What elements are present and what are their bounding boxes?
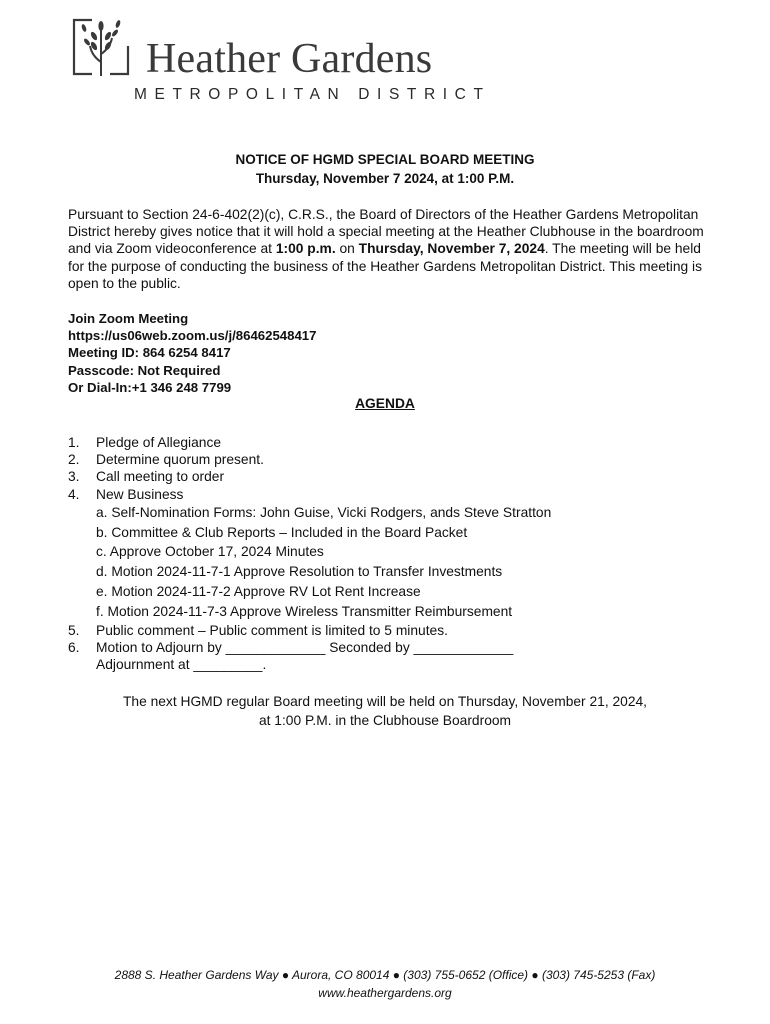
zoom-meeting-id: Meeting ID: 864 6254 8417	[68, 345, 231, 361]
intro-text-2: on	[335, 241, 359, 257]
notice-date: Thursday, November 7 2024, at 1:00 P.M.	[255, 171, 515, 186]
next-meeting-line-2: at 1:00 P.M. in the Clubhouse Boardroom	[258, 713, 512, 728]
logo-name: Heather Gardens	[146, 36, 433, 82]
agenda-item-text: Public comment – Public comment is limited to 5 minutes.	[96, 622, 448, 638]
agenda-item-number: 3.	[68, 469, 80, 485]
zoom-link[interactable]: https://us06web.zoom.us/j/86462548417	[68, 328, 317, 344]
intro-text-3: . The meeting will be held for the purpose of conducting the business of the Heather Gardens Metropolitan District. This meeting is open to the public.	[68, 241, 702, 291]
agenda-list	[68, 434, 551, 673]
wheat-sprig-icon	[70, 16, 132, 80]
agenda-item-number: 6.	[68, 639, 80, 655]
agenda-item-text: New Business	[96, 486, 184, 502]
agenda-item	[68, 486, 551, 503]
new-business-item: a. Self-Nomination Forms: John Guise, Vicki Rodgers, ands Steve Stratton	[96, 504, 552, 520]
new-business-item: e. Motion 2024-11-7-2 Approve RV Lot Rent Increase	[96, 583, 421, 599]
agenda-item-number: 2.	[68, 452, 80, 468]
agenda-item-text: Determine quorum present.	[96, 452, 264, 468]
agenda-item	[68, 639, 551, 656]
zoom-heading: Join Zoom Meeting	[68, 311, 189, 326]
footer-website[interactable]: www.heathergardens.org	[318, 986, 452, 1000]
new-business-item: b. Committee & Club Reports – Included in the Board Packet	[96, 524, 468, 540]
adjournment-line: Adjournment at _________.	[96, 656, 267, 672]
logo	[70, 16, 510, 106]
zoom-dial-in: Or Dial-In:+1 346 248 7799	[68, 379, 232, 395]
intro-text-1: Pursuant to Section 24-6-402(2)(c), C.R.S., the Board of Directors of the Heather Gardens Metropolitan District hereby gives notice that it will hold a special meeting at the Heather Clubhouse in the boardroom and via Zoom videoconference at	[68, 207, 704, 257]
agenda-item	[68, 468, 551, 485]
zoom-info	[68, 310, 316, 396]
logo-subtitle: METROPOLITAN DISTRICT	[134, 86, 491, 103]
next-meeting-notice	[0, 692, 770, 730]
new-business-item: c. Approve October 17, 2024 Minutes	[96, 544, 324, 560]
agenda-item-text: Call meeting to order	[96, 469, 225, 485]
new-business-list	[68, 503, 551, 622]
zoom-passcode: Passcode: Not Required	[68, 362, 221, 378]
intro-paragraph	[68, 206, 708, 292]
intro-date: Thursday, November 7, 2024	[358, 241, 545, 257]
agenda-item	[68, 622, 551, 639]
next-meeting-line-1: The next HGMD regular Board meeting will be held on Thursday, November 21, 2024,	[122, 694, 648, 709]
footer	[0, 966, 770, 1002]
agenda-item	[68, 434, 551, 451]
new-business-item: f. Motion 2024-11-7-3 Approve Wireless Transmitter Reimbursement	[96, 603, 513, 619]
agenda-item-text: Motion to Adjourn by _____________ Seconded by _____________	[96, 639, 514, 655]
new-business-item: d. Motion 2024-11-7-1 Approve Resolution to Transfer Investments	[96, 564, 503, 580]
agenda-item	[68, 451, 551, 468]
intro-time: 1:00 p.m.	[275, 241, 336, 257]
agenda-item-text: Pledge of Allegiance	[96, 435, 222, 450]
agenda-title: AGENDA	[355, 396, 415, 411]
notice-title: NOTICE OF HGMD SPECIAL BOARD MEETING	[235, 152, 535, 167]
agenda-item-number: 5.	[68, 622, 80, 638]
footer-address: 2888 S. Heather Gardens Way ● Aurora, CO 80014 ● (303) 755-0652 (Office) ● (303) 745-5253 (Fax)	[114, 968, 656, 982]
agenda-item-number: 4.	[68, 486, 80, 502]
agenda-item-number: 1.	[68, 435, 80, 450]
